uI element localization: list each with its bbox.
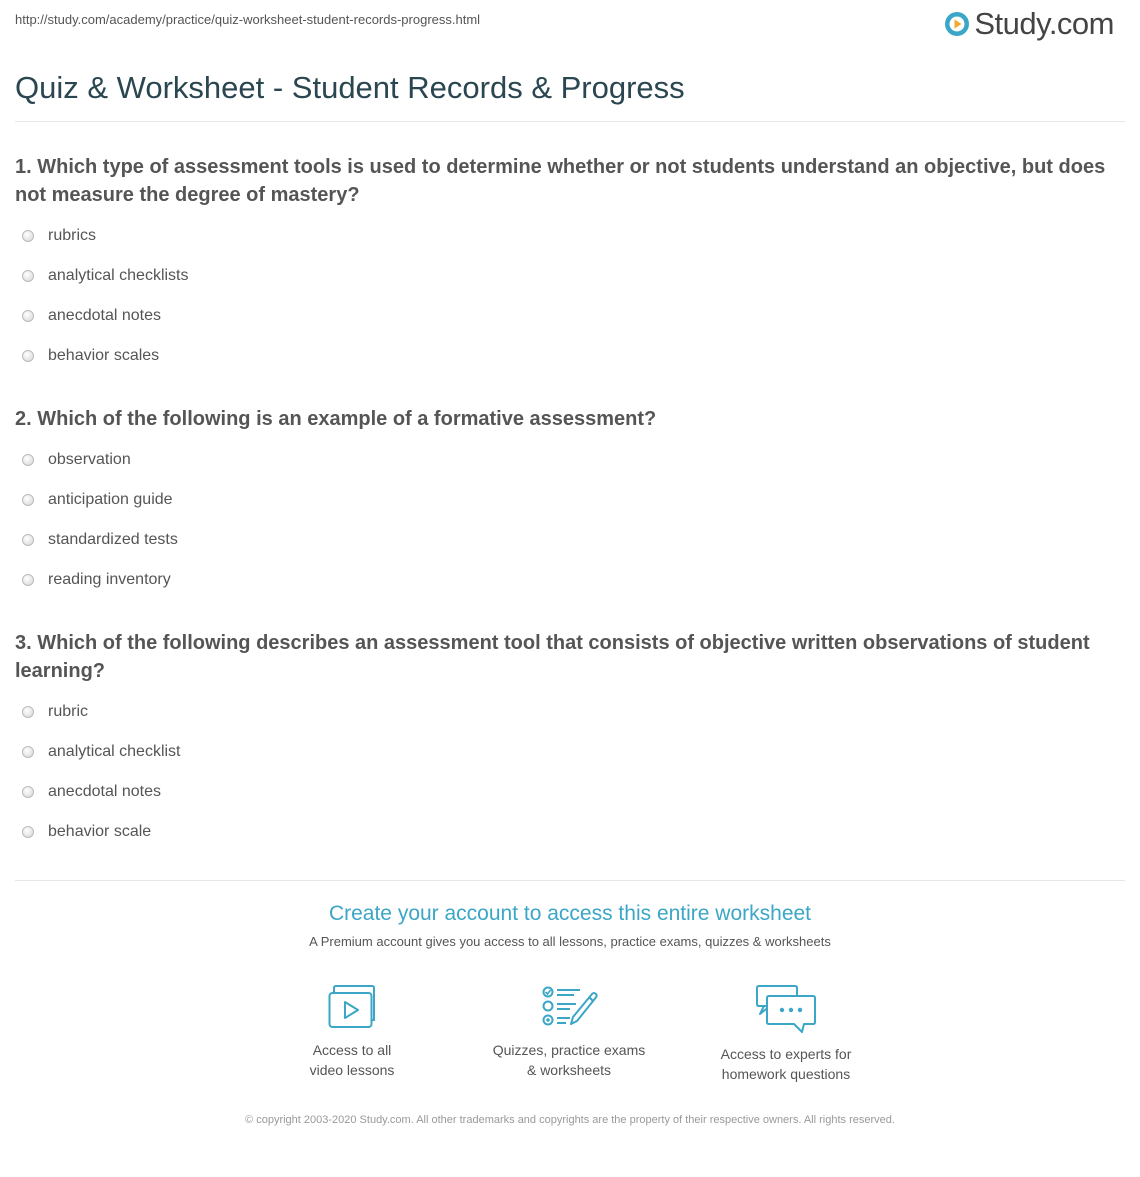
- answer-option[interactable]: [22, 560, 178, 600]
- radio-button[interactable]: [22, 574, 34, 586]
- option-label: behavior scales: [48, 347, 160, 364]
- logo-text: Study.com: [974, 6, 1114, 41]
- radio-button[interactable]: [22, 454, 34, 466]
- page-title: Quiz & Worksheet - Student Records & Progress: [15, 70, 685, 105]
- radio-button[interactable]: [22, 786, 34, 798]
- premium-description: A Premium account gives you access to all lessons, practice exams, quizzes & worksheets: [309, 934, 831, 949]
- feature-quizzes: [469, 984, 669, 1080]
- video-lesson-icon: [326, 984, 378, 1030]
- option-label: anecdotal notes: [48, 307, 161, 324]
- feature-line: Access to all: [312, 1042, 392, 1058]
- play-circle-icon: [944, 11, 970, 37]
- feature-video-lessons: [252, 984, 452, 1080]
- question-3-text: 3. Which of the following describes an assessment tool that consists of objective written observations of student learning?: [15, 632, 1090, 682]
- cta-divider: [15, 880, 1125, 881]
- page-url: http://study.com/academy/practice/quiz-worksheet-student-records-progress.html: [15, 12, 481, 27]
- answer-option[interactable]: [22, 336, 189, 376]
- answer-option[interactable]: [22, 480, 178, 520]
- answer-option[interactable]: [22, 440, 178, 480]
- option-label: analytical checklists: [48, 267, 189, 284]
- option-label: rubrics: [48, 227, 97, 244]
- feature-line: Access to experts for: [720, 1046, 852, 1062]
- radio-button[interactable]: [22, 494, 34, 506]
- radio-button[interactable]: [22, 706, 34, 718]
- option-label: behavior scale: [48, 823, 152, 840]
- answer-option[interactable]: [22, 732, 181, 772]
- radio-button[interactable]: [22, 270, 34, 282]
- feature-experts: [686, 984, 886, 1084]
- option-label: reading inventory: [48, 571, 171, 588]
- question-3-options: [22, 692, 181, 852]
- answer-option[interactable]: [22, 692, 181, 732]
- feature-line: Quizzes, practice exams: [492, 1042, 646, 1058]
- quiz-checklist-icon: [540, 984, 598, 1030]
- option-label: analytical checklist: [48, 743, 181, 760]
- option-label: rubric: [48, 703, 89, 720]
- study-logo[interactable]: [944, 6, 1114, 42]
- radio-button[interactable]: [22, 350, 34, 362]
- radio-button[interactable]: [22, 310, 34, 322]
- option-label: standardized tests: [48, 531, 178, 548]
- radio-button[interactable]: [22, 230, 34, 242]
- copyright-notice: © copyright 2003-2020 Study.com. All other trademarks and copyrights are the property of their respective owners. All rights reserved.: [245, 1114, 895, 1126]
- answer-option[interactable]: [22, 812, 181, 852]
- option-label: anticipation guide: [48, 491, 173, 508]
- title-divider: [15, 121, 1125, 122]
- chat-bubbles-icon: [754, 984, 818, 1034]
- answer-option[interactable]: [22, 216, 189, 256]
- radio-button[interactable]: [22, 746, 34, 758]
- question-1-text: 1. Which type of assessment tools is used to determine whether or not students understand an objective, but does not measure the degree of mastery?: [15, 156, 1106, 206]
- question-2-options: [22, 440, 178, 600]
- radio-button[interactable]: [22, 534, 34, 546]
- question-2-text: 2. Which of the following is an example of a formative assessment?: [15, 408, 657, 430]
- feature-line: video lessons: [309, 1062, 395, 1078]
- answer-option[interactable]: [22, 520, 178, 560]
- feature-line: & worksheets: [526, 1062, 612, 1078]
- option-label: anecdotal notes: [48, 783, 161, 800]
- option-label: observation: [48, 451, 131, 468]
- question-1-options: [22, 216, 189, 376]
- feature-line: homework questions: [721, 1066, 851, 1082]
- radio-button[interactable]: [22, 826, 34, 838]
- answer-option[interactable]: [22, 296, 189, 336]
- answer-option[interactable]: [22, 256, 189, 296]
- answer-option[interactable]: [22, 772, 181, 812]
- create-account-link[interactable]: Create your account to access this entire worksheet: [328, 902, 812, 925]
